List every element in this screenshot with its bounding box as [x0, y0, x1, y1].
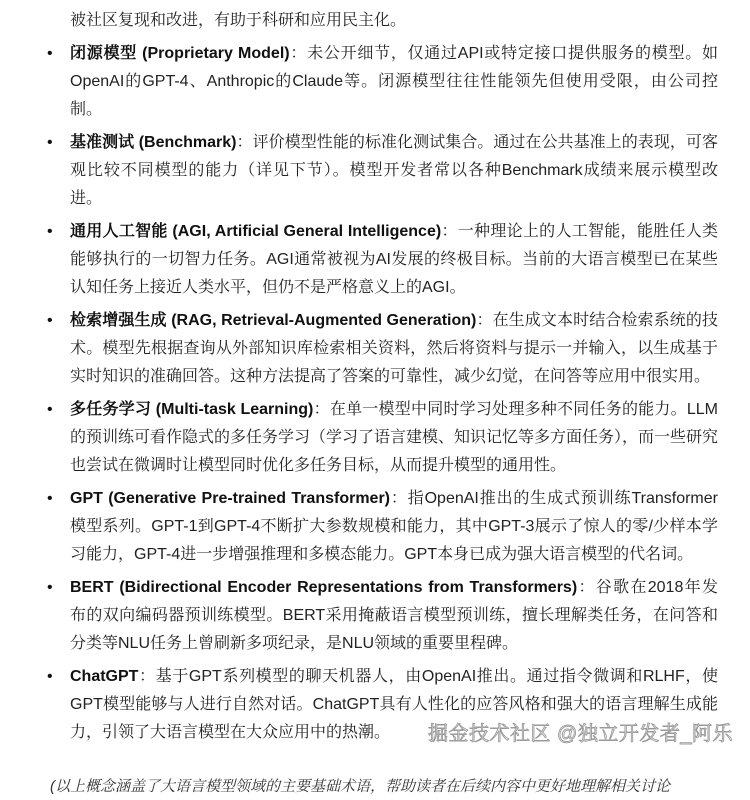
paragraph-tail: 被社区复现和改进，有助于科研和应用民主化。 [70, 12, 407, 29]
glossary-desc: ：谷歌在2018年发布的双向编码器预训练模型。BERT采用掩蔽语言模型预训练，擅长理解类任务，在问答和分类等NLU任务上曾刷新多项纪录，是NLU领域的重要里程碑。 [70, 579, 718, 652]
glossary-item-bert [47, 574, 718, 658]
glossary-desc: ：评价模型性能的标准化测试集合。通过在公共基准上的表现，可客观比较不同模型的能力（详见下节）。模型开发者常以各种Benchmark成绩来展示模型改进。 [70, 134, 718, 207]
glossary-item-multi-task-learning [47, 396, 719, 480]
glossary-term: GPT (Generative Pre-trained Transformer) [70, 490, 391, 507]
glossary-desc: ：一种理论上的人工智能，能胜任人类能够执行的一切智力任务。AGI通常被视为AI发展的终极目标。当前的大语言模型已在某些认知任务上接近人类水平，但仍不是严格意义上的AGI。 [70, 223, 718, 296]
glossary-item-proprietary-model [47, 40, 718, 124]
glossary-item-agi [47, 218, 718, 302]
glossary-term: 多任务学习 (Multi-task Learning) [70, 401, 314, 418]
glossary-term: 检索增强生成 (RAG, Retrieval-Augmented Generation) [70, 312, 477, 329]
glossary-item-chatgpt [47, 663, 718, 747]
bullet-icon: • [47, 490, 53, 507]
bullet-icon: • [47, 579, 53, 596]
bullet-icon: • [47, 312, 53, 329]
glossary-desc: ：在生成文本时结合检索系统的技术。模型先根据查询从外部知识库检索相关资料，然后将资料与提示一并输入，以生成基于实时知识的准确回答。这种方法提高了答案的可靠性，减少幻觉，在问答等应用中很实用。 [70, 312, 718, 385]
glossary-term: ChatGPT [70, 668, 139, 685]
glossary-item-benchmark [47, 129, 718, 213]
bullet-icon: • [47, 223, 53, 240]
glossary-desc: ：基于GPT系列模型的聊天机器人，由OpenAI推出。通过指令微调和RLHF，使GPT模型能够与人进行自然对话。ChatGPT具有人性化的应答风格和强大的语言理解生成能力，引领了大语言模型在大众应用中的热潮。 [70, 668, 718, 741]
bullet-icon: • [47, 134, 53, 151]
glossary-term: 通用人工智能 (AGI, Artificial General Intelligence) [70, 223, 442, 240]
watermark: 掘金技术社区 @独立开发者_阿乐 [428, 723, 733, 745]
glossary-desc: ：在单一模型中同时学习处理多种不同任务的能力。LLM的预训练可看作隐式的多任务学习（学习了语言建模、知识记忆等多方面任务），而一些研究也尝试在微调时让模型同时优化多任务目标，从而提升模型的通用性。 [70, 401, 719, 474]
glossary-item-gpt [47, 485, 718, 569]
bullet-icon: • [47, 668, 53, 685]
glossary-item-rag [47, 307, 718, 391]
bullet-icon: • [47, 45, 53, 62]
closing-note: (以上概念涵盖了大语言模型领域的主要基础术语，帮助读者在后续内容中更好地理解相关讨论 [50, 778, 670, 795]
bullet-icon: • [47, 401, 53, 418]
glossary-desc: ：指OpenAI推出的生成式预训练Transformer模型系列。GPT-1到GPT-4不断扩大参数规模和能力，其中GPT-3展示了惊人的零/少样本学习能力，GPT-4进一步增强推理和多模态能力。GPT本身已成为强大语言模型的代名词。 [70, 490, 718, 563]
glossary-term: BERT (Bidirectional Encoder Representations from Transformers) [70, 579, 578, 596]
glossary-desc: ：未公开细节，仅通过API或特定接口提供服务的模型。如OpenAI的GPT-4、Anthropic的Claude等。闭源模型往往性能领先但使用受限，由公司控制。 [70, 45, 718, 118]
glossary-term: 闭源模型 (Proprietary Model) [70, 45, 290, 62]
glossary-list [47, 40, 719, 747]
glossary-term: 基准测试 (Benchmark) [70, 134, 237, 151]
